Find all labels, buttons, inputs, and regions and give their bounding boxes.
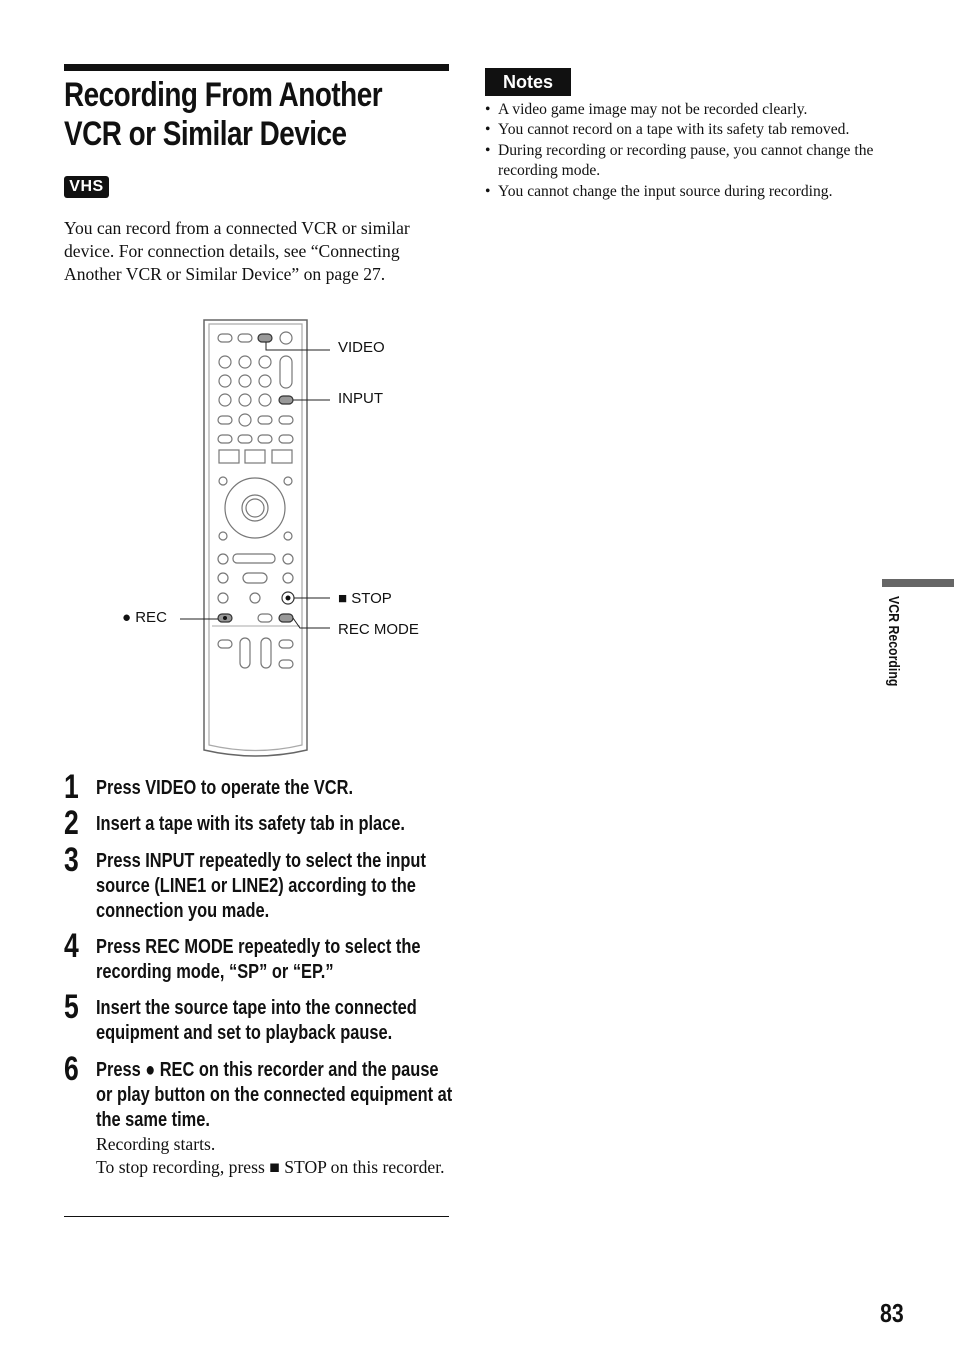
side-tab-bar: [882, 579, 954, 587]
bottom-rule: [64, 1216, 449, 1217]
step-number: 2: [64, 804, 79, 842]
step-text: Press INPUT repeatedly to select the input source (LINE1 or LINE2) according to the connection you made.: [96, 850, 426, 922]
rec-label: ● REC: [122, 609, 167, 626]
step-number: 6: [64, 1050, 79, 1088]
step-text: Press ● REC on this recorder and the pause or play button on the connected equipment at the same time.: [96, 1059, 453, 1131]
note-item: • A video game image may not be recorded clearly.: [485, 100, 885, 120]
note-item: • During recording or recording pause, you cannot change the recording mode.: [485, 141, 885, 182]
input-button: [279, 396, 293, 404]
page-title: [64, 76, 449, 154]
notes-heading: Notes: [485, 68, 571, 96]
notes-list: [485, 100, 885, 202]
rec-mode-label: REC MODE: [338, 621, 419, 638]
page-title-line-2: VCR or Similar Device: [64, 115, 347, 153]
intro-paragraph: You can record from a connected VCR or similar device. For connection details, see “Connecting Another VCR or Similar Device” on page 27.: [64, 218, 410, 284]
remote-control-figure: [120, 316, 450, 764]
note-item: • You cannot record on a tape with its safety tab removed.: [485, 120, 885, 140]
step-text: Insert a tape with its safety tab in place.: [96, 813, 405, 835]
step-text: Press REC MODE repeatedly to select the recording mode, “SP” or “EP.”: [96, 936, 421, 983]
page-title-line-1: Recording From Another: [64, 76, 383, 114]
step-number: 5: [64, 988, 79, 1026]
step-6-result: Recording starts.: [96, 1134, 216, 1154]
video-button: [258, 334, 272, 342]
side-tab-label: VCR Recording: [885, 596, 901, 687]
step-text: Insert the source tape into the connected equipment and set to playback pause.: [96, 997, 417, 1044]
step-text: Press VIDEO to operate the VCR.: [96, 777, 354, 799]
title-rule: [64, 64, 449, 71]
note-item: • You cannot change the input source during recording.: [485, 182, 885, 202]
step-number: 3: [64, 841, 79, 879]
input-label: INPUT: [338, 390, 383, 407]
video-label: VIDEO: [338, 339, 385, 356]
step-number: 4: [64, 927, 79, 965]
page-number: 83: [880, 1298, 904, 1328]
step-number: 1: [64, 768, 79, 806]
rec-mode-button: [279, 614, 293, 622]
stop-label: ■ STOP: [338, 590, 392, 607]
vhs-badge: VHS: [64, 176, 109, 198]
step-6-stop-instruction: To stop recording, press ■ STOP on this recorder.: [96, 1157, 445, 1177]
